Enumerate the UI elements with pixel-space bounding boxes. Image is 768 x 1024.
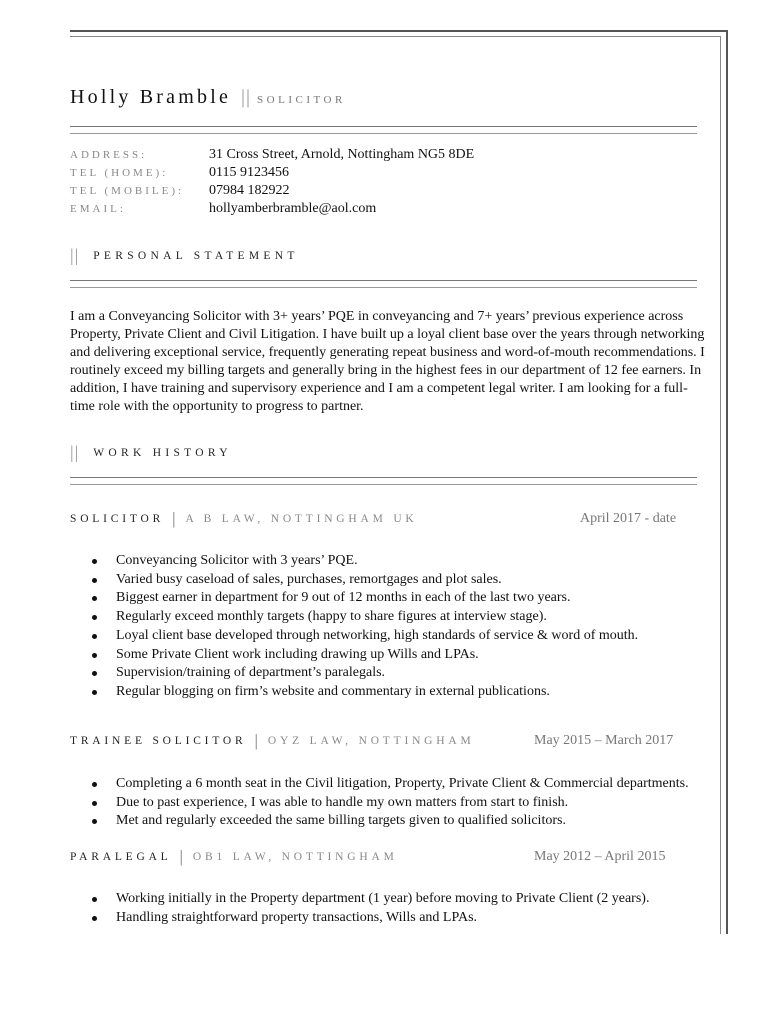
bullet-icon — [92, 801, 97, 806]
list-item — [70, 909, 710, 928]
cv-header — [70, 86, 346, 109]
job-divider: | — [254, 731, 258, 750]
bullet-text: Handling straightforward property transactions, Wills and LPAs. — [116, 909, 478, 925]
list-item — [70, 812, 710, 831]
list-item — [70, 571, 710, 590]
bullet-text: Loyal client base developed through networking, high standards of service & word of mouth. — [116, 627, 639, 643]
job-divider: | — [172, 509, 176, 528]
page-border-top — [70, 30, 727, 32]
page-border-right-inner — [720, 36, 721, 934]
bullet-text: Biggest earner in department for 9 out of 12 months in each of the last two years. — [116, 590, 571, 606]
bullet-icon — [92, 559, 97, 564]
personal-statement-text: I am a Conveyancing Solicitor with 3+ years’ PQE in conveyancing and 7+ years’ previous experience across Property, Private Client and Civil Litigation. I have built up a loyal client base over the years through networking and delivering exceptional service, frequently generating repeat business and word-of-mouth recommendations. I routinely exceed my billing targets and generally bring in the highest fees in our department of 12 fee earners. In addition, I have training and supervisory experience and I am a competent legal writer. I am looking for a full-time role with the opportunity to progress to partner. — [70, 309, 705, 414]
contact-row-tel-mobile — [70, 182, 700, 200]
list-item — [70, 683, 710, 702]
tel-home-value: 0115 9123456 — [209, 165, 289, 180]
contact-row-email — [70, 200, 700, 218]
contact-label: TEL (MOBILE): — [70, 185, 185, 197]
list-item — [70, 664, 710, 683]
job-divider: | — [179, 847, 183, 866]
work-history-heading — [70, 442, 232, 463]
section-divider: || — [70, 245, 80, 265]
job-company: OB1 LAW, NOTTINGHAM — [192, 851, 398, 863]
bullet-icon — [92, 916, 97, 921]
bullet-icon — [92, 819, 97, 824]
job-bullets — [70, 552, 710, 702]
list-item — [70, 646, 710, 665]
job-title: PARALEGAL — [70, 851, 172, 863]
job-title: SOLICITOR — [70, 513, 165, 525]
contact-row-address — [70, 146, 700, 164]
page-border-right — [726, 30, 728, 934]
list-item — [70, 775, 710, 794]
bullet-icon — [92, 615, 97, 620]
statement-rule-bottom — [70, 287, 697, 288]
section-title: PERSONAL STATEMENT — [93, 249, 299, 262]
section-divider: || — [70, 442, 80, 462]
work-rule-bottom — [70, 484, 697, 485]
candidate-role: SOLICITOR — [257, 94, 346, 106]
job-bullets — [70, 890, 710, 927]
bullet-icon — [92, 690, 97, 695]
list-item — [70, 608, 710, 627]
header-rule-bottom — [70, 133, 697, 134]
bullet-icon — [92, 653, 97, 658]
bullet-text: Regular blogging on firm’s website and commentary in external publications. — [116, 683, 550, 699]
list-item — [70, 627, 710, 646]
list-item — [70, 890, 710, 909]
job-heading — [70, 509, 680, 529]
bullet-icon — [92, 671, 97, 676]
contact-row-tel-home — [70, 164, 700, 182]
bullet-icon — [92, 782, 97, 787]
bullet-icon — [92, 634, 97, 639]
list-item — [70, 552, 710, 571]
tel-mobile-value: 07984 182922 — [209, 183, 290, 198]
bullet-text: Supervision/training of department’s paralegals. — [116, 665, 386, 681]
job-company: A B LAW, NOTTINGHAM UK — [185, 513, 418, 525]
bullet-icon — [92, 596, 97, 601]
page-border-top-inner — [70, 36, 721, 37]
address-value: 31 Cross Street, Arnold, Nottingham NG5 8DE — [209, 147, 475, 162]
job-heading — [70, 731, 680, 751]
bullet-text: Completing a 6 month seat in the Civil litigation, Property, Private Client & Commercial departments. — [116, 776, 689, 791]
personal-statement-heading — [70, 245, 299, 266]
email-value: hollyamberbramble@aol.com — [209, 201, 377, 216]
bullet-icon — [92, 897, 97, 902]
candidate-name: Holly Bramble — [70, 86, 232, 108]
list-item — [70, 794, 710, 813]
bullet-text: Regularly exceed monthly targets (happy to share figures at interview stage). — [116, 609, 547, 625]
bullet-text: Working initially in the Property department (1 year) before moving to Private Client (2 years). — [116, 891, 650, 906]
job-date: April 2017 - date — [580, 511, 677, 526]
header-rule-top — [70, 126, 697, 127]
bullet-icon — [92, 578, 97, 583]
bullet-text: Conveyancing Solicitor with 3 years’ PQE. — [116, 553, 358, 568]
job-bullets — [70, 775, 710, 831]
header-divider: || — [241, 86, 252, 108]
bullet-text: Met and regularly exceeded the same billing targets given to qualified solicitors. — [116, 813, 566, 829]
work-rule-top — [70, 477, 697, 478]
job-heading — [70, 847, 680, 867]
bullet-text: Some Private Client work including drawing up Wills and LPAs. — [116, 646, 479, 662]
bullet-text: Varied busy caseload of sales, purchases, remortgages and plot sales. — [116, 571, 502, 587]
list-item — [70, 589, 710, 608]
statement-rule-top — [70, 280, 697, 281]
job-date: May 2015 – March 2017 — [534, 733, 674, 748]
contact-details — [70, 146, 700, 218]
section-title: WORK HISTORY — [93, 446, 232, 459]
job-company: OYZ LAW, NOTTINGHAM — [267, 735, 475, 747]
job-title: TRAINEE SOLICITOR — [70, 735, 247, 747]
contact-label: TEL (HOME): — [70, 167, 169, 179]
contact-label: EMAIL: — [70, 203, 126, 215]
contact-label: ADDRESS: — [70, 149, 148, 161]
job-date: May 2012 – April 2015 — [534, 849, 666, 864]
bullet-text: Due to past experience, I was able to handle my own matters from start to finish. — [116, 794, 569, 810]
